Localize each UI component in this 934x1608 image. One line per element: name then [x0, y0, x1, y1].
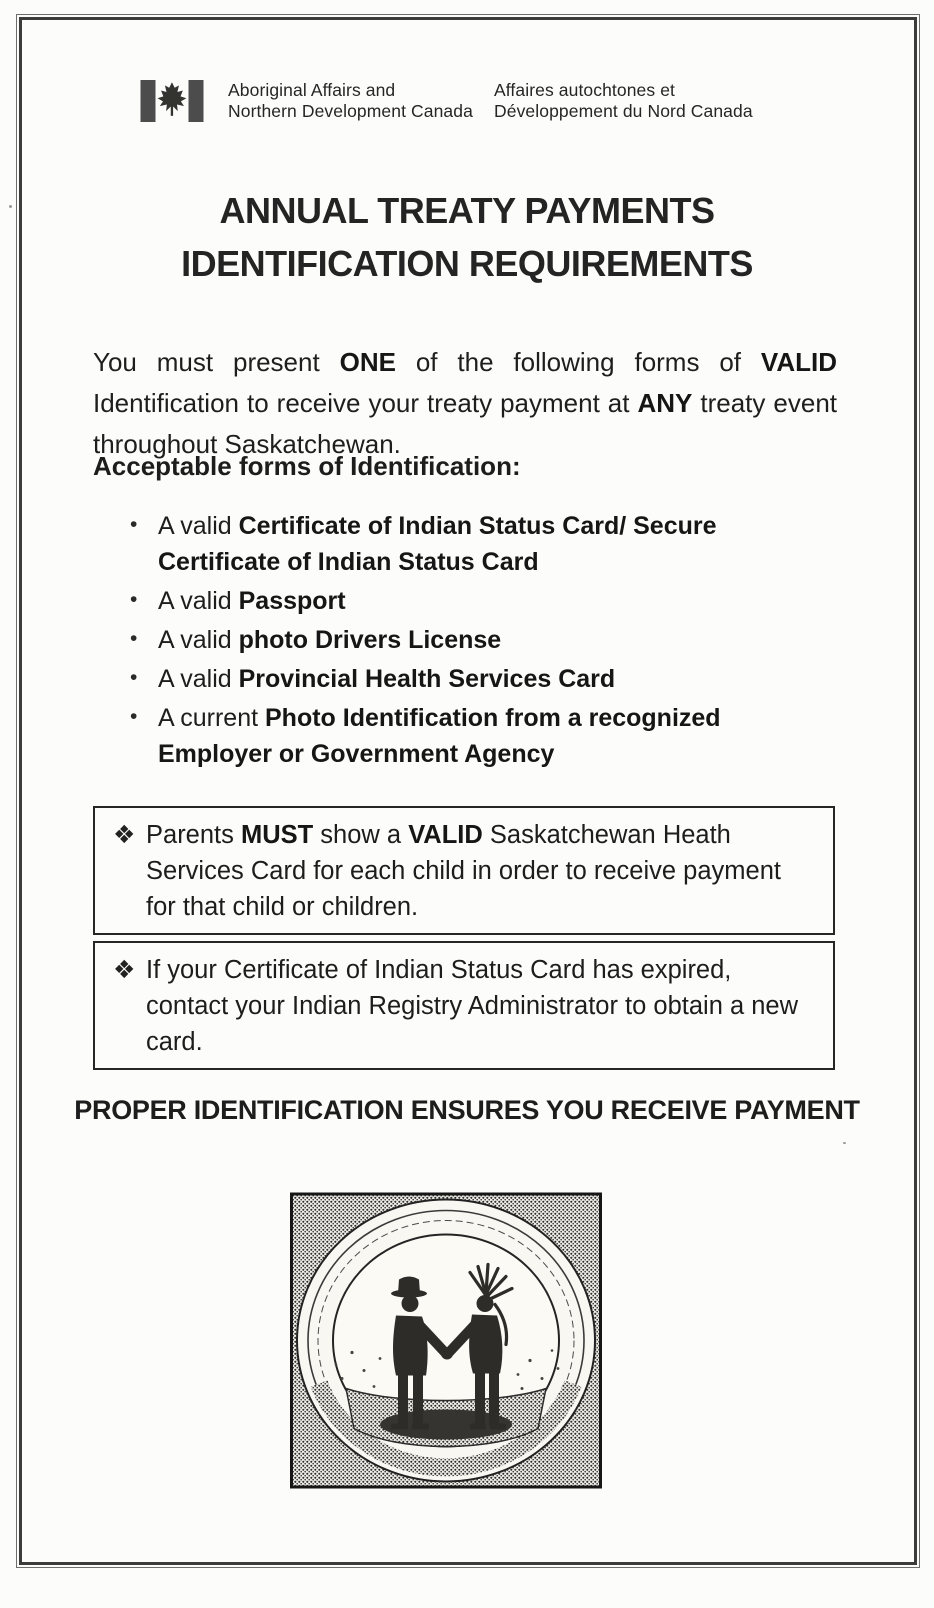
list-item [128, 508, 776, 580]
bullet-icon: • [130, 627, 138, 650]
list-item [128, 622, 776, 658]
page-title [0, 184, 934, 290]
bullet-icon: • [130, 705, 138, 728]
scan-speck [9, 205, 12, 208]
dept-en-line1: Aboriginal Affairs and [228, 80, 396, 100]
treaty-medal-image [290, 1192, 602, 1489]
canada-flag-icon [140, 80, 204, 122]
note-box-expired-card [93, 941, 835, 1070]
diamond-bullet-icon: ❖ [113, 956, 136, 984]
government-signature [140, 80, 753, 122]
list-item [128, 661, 776, 697]
page-title-line1: ANNUAL TREATY PAYMENTS [219, 190, 715, 231]
dept-fr-line2: Développement du Nord Canada [494, 101, 753, 121]
list-item-text: A valid Provincial Health Services Card [158, 665, 616, 693]
note-text: If your Certificate of Indian Status Card has expired, contact your Indian Registry Administrator to obtain a new card. [146, 956, 799, 1056]
dept-en-line2: Northern Development Canada [228, 101, 473, 121]
diamond-bullet-icon: ❖ [113, 821, 136, 849]
list-item-text: A valid Certificate of Indian Status Card/ Secure Certificate of Indian Status Card [158, 512, 717, 576]
bullet-icon: • [130, 666, 138, 689]
bullet-icon: • [130, 588, 138, 611]
list-item-text: A valid Passport [158, 587, 346, 615]
department-name-french [494, 80, 753, 122]
note-text: Parents MUST show a VALID Saskatchewan Heath Services Card for each child in order to receive payment for that child or children. [146, 821, 781, 921]
list-item-text: A valid photo Drivers License [158, 626, 502, 654]
page-title-line2: IDENTIFICATION REQUIREMENTS [181, 243, 753, 284]
list-item-text: A current Photo Identification from a recognized Employer or Government Agency [158, 704, 721, 768]
scan-speck [843, 1142, 846, 1144]
acceptable-forms-heading: Acceptable forms of Identification: [93, 451, 521, 481]
list-item [128, 700, 776, 772]
intro-paragraph: You must present ONE of the following forms of VALID Identification to receive your treaty payment at ANY treaty event throughout Saskatchewan. [93, 347, 837, 459]
footer-statement: PROPER IDENTIFICATION ENSURES YOU RECEIVE PAYMENT [74, 1095, 860, 1125]
dept-fr-line1: Affaires autochtones et [494, 80, 675, 100]
bullet-icon: • [130, 513, 138, 536]
note-box-parents [93, 806, 835, 935]
department-name-english [228, 80, 488, 122]
identification-list [128, 508, 776, 775]
list-item [128, 583, 776, 619]
